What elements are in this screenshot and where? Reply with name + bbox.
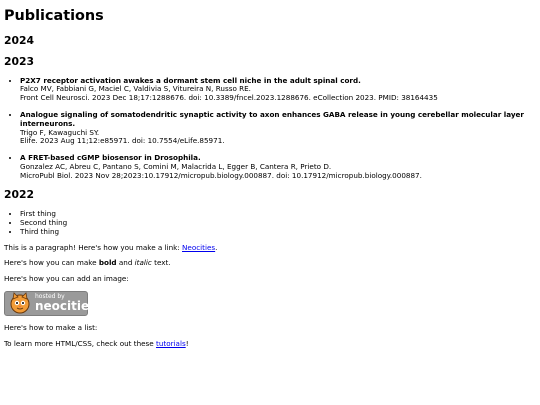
publication-citation: Front Cell Neurosci. 2023 Dec 18;17:1288676. doi: 10.3389/fncel.2023.1288676. eCollection 2023. PMID: 38164435 <box>20 93 438 103</box>
formatting-text-mid: and <box>116 258 135 268</box>
publication-list-2023 <box>4 77 540 181</box>
formatting-text-end: text. <box>151 258 171 268</box>
italic-text: italic <box>134 258 152 268</box>
link-paragraph <box>4 244 540 253</box>
publication-title: • P2X7 receptor activation awakes a dormant stem cell niche in the adult spinal cord. <box>20 75 361 85</box>
section-heading-2023: 2023 <box>4 54 35 68</box>
page-title: Publications <box>4 8 104 24</box>
publication-item <box>20 111 540 146</box>
publication-authors: Trigo F, Kawaguchi SY. <box>20 127 100 137</box>
section-heading-2024: 2024 <box>4 33 35 47</box>
badge-big-text: neocities <box>35 299 97 314</box>
publication-citation: MicroPubl Biol. 2023 Nov 28;2023:10.17912/micropub.biology.000887. doi: 10.17912/micropub.biology.000887. <box>20 170 422 180</box>
formatting-paragraph <box>4 259 540 268</box>
neocities-link[interactable]: Neocities <box>182 242 216 252</box>
simple-list <box>4 210 540 236</box>
badge-text <box>35 294 96 312</box>
link-paragraph-text: This is a paragraph! Here's how you make a link: <box>4 242 183 252</box>
list-item: • First thing <box>20 210 540 219</box>
publication-authors: Falco MV, Fabbiani G, Maciel C, Valdivia S, Vitureira N, Russo RE. <box>20 84 251 94</box>
publication-authors: Gonzalez AC, Abreu C, Pantano S, Comini M, Malacrida L, Egger B, Cantera R, Prieto D. <box>20 161 332 171</box>
list-item: • Third thing <box>20 228 540 237</box>
tutorials-paragraph <box>4 340 540 349</box>
section-heading-2022: 2022 <box>4 188 35 202</box>
tutorials-text: To learn more HTML/CSS, check out these <box>4 338 157 348</box>
tutorials-text-end: ! <box>185 338 189 348</box>
link-paragraph-end: . <box>215 242 218 252</box>
publication-title: • Analogue signaling of somatodendritic synaptic activity to axon enhances GABA release in young cerebellar molecular layer interneurons. <box>20 109 524 128</box>
formatting-text-start: Here's how you can make <box>4 258 99 268</box>
neocities-badge-image[interactable] <box>4 291 97 316</box>
tutorials-link[interactable]: tutorials <box>156 338 186 348</box>
publication-citation: Elife. 2023 Aug 11;12:e85971. doi: 10.7554/eLife.85971. <box>20 136 225 146</box>
badge-small-text: hosted by <box>35 293 65 301</box>
neocities-cat-icon <box>8 292 32 314</box>
list-item: • Second thing <box>20 219 540 228</box>
publication-title: • A FRET-based cGMP biosensor in Drosophila. <box>20 153 201 163</box>
publication-item <box>20 77 540 103</box>
list-intro: Here's how to make a list: <box>4 322 98 332</box>
image-intro: Here's how you can add an image: <box>4 274 129 284</box>
publication-item <box>20 154 540 180</box>
bold-text: bold <box>98 258 117 268</box>
